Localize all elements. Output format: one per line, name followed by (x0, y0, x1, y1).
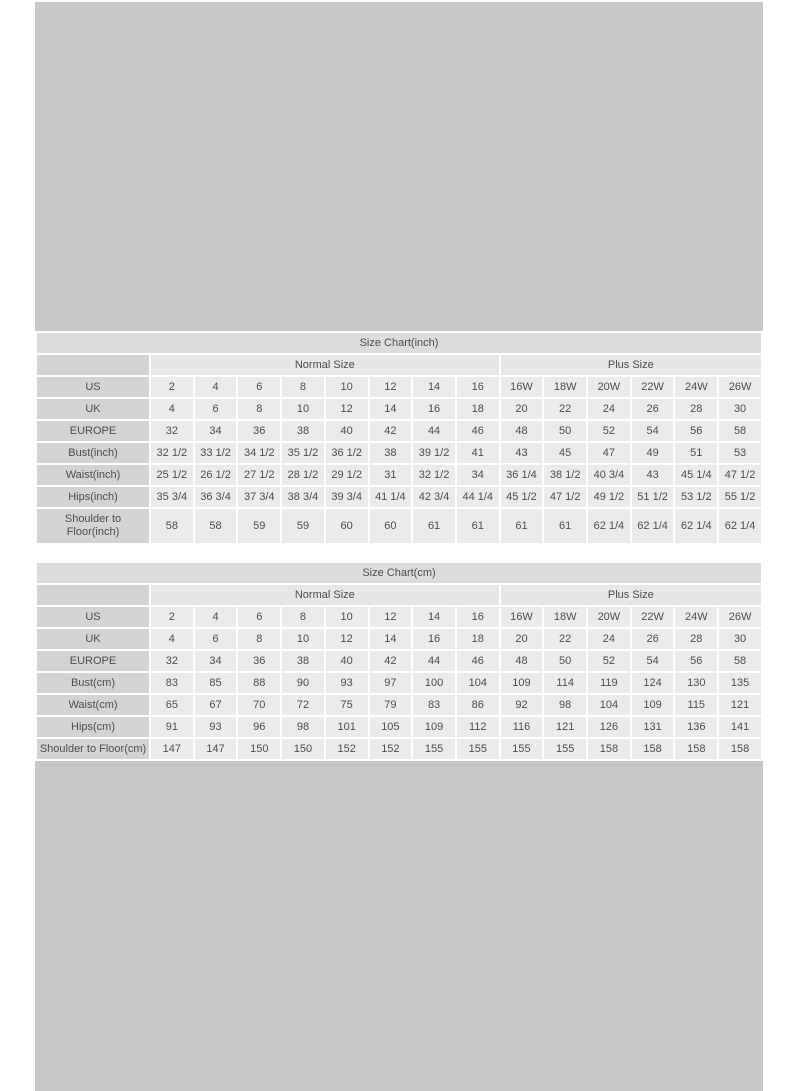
size-value-cell: 32 (151, 651, 193, 671)
size-value-cell: 61 (501, 509, 543, 543)
table-title-row (37, 333, 761, 353)
size-value-cell: 98 (544, 695, 586, 715)
size-value-cell: 105 (370, 717, 412, 737)
size-value-cell: 4 (195, 607, 237, 627)
size-value-cell: 53 (719, 443, 761, 463)
size-chart-panel (35, 331, 763, 761)
size-value-cell: 36 (238, 651, 280, 671)
size-chart-cm-table (35, 561, 763, 761)
size-value-cell: 152 (326, 739, 368, 759)
size-value-cell: 12 (370, 607, 412, 627)
row-label: UK (37, 629, 149, 649)
size-value-cell: 56 (675, 651, 717, 671)
size-value-cell: 136 (675, 717, 717, 737)
size-value-cell: 96 (238, 717, 280, 737)
size-value-cell: 6 (195, 399, 237, 419)
table-row (37, 377, 761, 397)
size-value-cell: 100 (413, 673, 455, 693)
size-value-cell: 10 (326, 607, 368, 627)
size-value-cell: 51 1/2 (632, 487, 674, 507)
row-label: Shoulder to Floor(cm) (37, 739, 149, 759)
size-value-cell: 12 (326, 629, 368, 649)
size-value-cell: 8 (282, 377, 324, 397)
size-value-cell: 59 (238, 509, 280, 543)
size-chart-inch-table (35, 331, 763, 545)
size-value-cell: 28 (675, 399, 717, 419)
size-value-cell: 35 1/2 (282, 443, 324, 463)
size-value-cell: 158 (675, 739, 717, 759)
row-label: Waist(cm) (37, 695, 149, 715)
size-value-cell: 121 (544, 717, 586, 737)
size-value-cell: 61 (413, 509, 455, 543)
size-value-cell: 22 (544, 399, 586, 419)
row-label: Shoulder to Floor(inch) (37, 509, 149, 543)
size-value-cell: 26 (632, 629, 674, 649)
size-value-cell: 18W (544, 377, 586, 397)
row-label: Waist(inch) (37, 465, 149, 485)
table-title: Size Chart(inch) (37, 333, 761, 353)
row-label: Bust(inch) (37, 443, 149, 463)
size-value-cell: 62 1/4 (588, 509, 630, 543)
column-group-header: Normal Size (151, 585, 499, 605)
size-value-cell: 112 (457, 717, 499, 737)
size-value-cell: 18 (457, 399, 499, 419)
size-value-cell: 12 (326, 399, 368, 419)
size-value-cell: 58 (719, 651, 761, 671)
size-value-cell: 35 3/4 (151, 487, 193, 507)
size-value-cell: 36 (238, 421, 280, 441)
size-value-cell: 52 (588, 651, 630, 671)
size-value-cell: 26 1/2 (195, 465, 237, 485)
size-value-cell: 150 (282, 739, 324, 759)
size-value-cell: 36 1/2 (326, 443, 368, 463)
size-value-cell: 49 1/2 (588, 487, 630, 507)
size-value-cell: 126 (588, 717, 630, 737)
size-value-cell: 4 (151, 629, 193, 649)
size-value-cell: 47 1/2 (544, 487, 586, 507)
size-value-cell: 62 1/4 (675, 509, 717, 543)
size-value-cell: 121 (719, 695, 761, 715)
size-value-cell: 47 1/2 (719, 465, 761, 485)
size-value-cell: 16W (501, 607, 543, 627)
size-value-cell: 114 (544, 673, 586, 693)
table-row (37, 465, 761, 485)
size-value-cell: 26W (719, 377, 761, 397)
size-value-cell: 25 1/2 (151, 465, 193, 485)
size-value-cell: 40 3/4 (588, 465, 630, 485)
size-value-cell: 101 (326, 717, 368, 737)
row-label: Hips(inch) (37, 487, 149, 507)
size-value-cell: 16W (501, 377, 543, 397)
size-value-cell: 155 (457, 739, 499, 759)
size-value-cell: 45 1/2 (501, 487, 543, 507)
size-value-cell: 55 1/2 (719, 487, 761, 507)
size-value-cell: 54 (632, 651, 674, 671)
size-value-cell: 109 (632, 695, 674, 715)
size-value-cell: 36 3/4 (195, 487, 237, 507)
size-value-cell: 98 (282, 717, 324, 737)
size-value-cell: 24W (675, 607, 717, 627)
size-value-cell: 60 (370, 509, 412, 543)
size-value-cell: 83 (151, 673, 193, 693)
table-row (37, 421, 761, 441)
size-value-cell: 93 (195, 717, 237, 737)
size-value-cell: 152 (370, 739, 412, 759)
size-value-cell: 75 (326, 695, 368, 715)
size-value-cell: 62 1/4 (719, 509, 761, 543)
size-value-cell: 115 (675, 695, 717, 715)
table-row (37, 629, 761, 649)
size-value-cell: 79 (370, 695, 412, 715)
size-value-cell: 41 1/4 (370, 487, 412, 507)
table-row (37, 673, 761, 693)
table-gap (35, 545, 763, 561)
size-value-cell: 38 3/4 (282, 487, 324, 507)
size-value-cell: 36 1/4 (501, 465, 543, 485)
row-label: EUROPE (37, 651, 149, 671)
size-value-cell: 104 (588, 695, 630, 715)
row-label: Hips(cm) (37, 717, 149, 737)
size-value-cell: 14 (413, 377, 455, 397)
size-value-cell: 34 (195, 651, 237, 671)
size-value-cell: 131 (632, 717, 674, 737)
size-value-cell: 26W (719, 607, 761, 627)
table-row (37, 695, 761, 715)
table-row (37, 607, 761, 627)
size-value-cell: 37 3/4 (238, 487, 280, 507)
table-row (37, 717, 761, 737)
size-value-cell: 22W (632, 377, 674, 397)
size-value-cell: 6 (238, 377, 280, 397)
size-value-cell: 14 (370, 399, 412, 419)
size-value-cell: 32 1/2 (413, 465, 455, 485)
column-group-header: Plus Size (501, 355, 761, 375)
size-value-cell: 47 (588, 443, 630, 463)
corner-cell (37, 585, 149, 605)
size-value-cell: 83 (413, 695, 455, 715)
size-value-cell: 44 (413, 651, 455, 671)
size-value-cell: 24W (675, 377, 717, 397)
size-value-cell: 16 (413, 399, 455, 419)
size-value-cell: 86 (457, 695, 499, 715)
size-value-cell: 2 (151, 607, 193, 627)
size-value-cell: 22 (544, 629, 586, 649)
size-value-cell: 24 (588, 629, 630, 649)
size-value-cell: 49 (632, 443, 674, 463)
size-value-cell: 147 (151, 739, 193, 759)
size-value-cell: 155 (413, 739, 455, 759)
size-value-cell: 50 (544, 421, 586, 441)
row-label: UK (37, 399, 149, 419)
size-value-cell: 22W (632, 607, 674, 627)
size-value-cell: 42 (370, 651, 412, 671)
size-value-cell: 116 (501, 717, 543, 737)
size-value-cell: 14 (413, 607, 455, 627)
size-value-cell: 8 (238, 399, 280, 419)
size-value-cell: 104 (457, 673, 499, 693)
size-value-cell: 43 (501, 443, 543, 463)
size-value-cell: 150 (238, 739, 280, 759)
size-value-cell: 119 (588, 673, 630, 693)
size-value-cell: 43 (632, 465, 674, 485)
size-value-cell: 61 (544, 509, 586, 543)
size-value-cell: 58 (151, 509, 193, 543)
size-value-cell: 38 (282, 421, 324, 441)
size-value-cell: 40 (326, 421, 368, 441)
size-value-cell: 85 (195, 673, 237, 693)
size-value-cell: 38 1/2 (544, 465, 586, 485)
size-value-cell: 48 (501, 651, 543, 671)
table-row (37, 399, 761, 419)
size-value-cell: 67 (195, 695, 237, 715)
size-value-cell: 54 (632, 421, 674, 441)
size-value-cell: 141 (719, 717, 761, 737)
size-value-cell: 12 (370, 377, 412, 397)
size-value-cell: 34 (457, 465, 499, 485)
size-value-cell: 42 3/4 (413, 487, 455, 507)
row-label: US (37, 377, 149, 397)
size-value-cell: 62 1/4 (632, 509, 674, 543)
table-title-row (37, 563, 761, 583)
size-value-cell: 26 (632, 399, 674, 419)
size-value-cell: 10 (282, 629, 324, 649)
size-value-cell: 18 (457, 629, 499, 649)
size-value-cell: 14 (370, 629, 412, 649)
size-value-cell: 40 (326, 651, 368, 671)
row-label: EUROPE (37, 421, 149, 441)
size-value-cell: 51 (675, 443, 717, 463)
size-value-cell: 147 (195, 739, 237, 759)
size-value-cell: 158 (588, 739, 630, 759)
corner-cell (37, 355, 149, 375)
row-label: US (37, 607, 149, 627)
size-value-cell: 10 (326, 377, 368, 397)
table-row (37, 651, 761, 671)
size-value-cell: 16 (457, 377, 499, 397)
size-value-cell: 30 (719, 399, 761, 419)
size-value-cell: 92 (501, 695, 543, 715)
size-value-cell: 52 (588, 421, 630, 441)
size-value-cell: 44 (413, 421, 455, 441)
size-value-cell: 70 (238, 695, 280, 715)
size-value-cell: 97 (370, 673, 412, 693)
size-value-cell: 50 (544, 651, 586, 671)
size-value-cell: 10 (282, 399, 324, 419)
size-value-cell: 38 (282, 651, 324, 671)
size-value-cell: 61 (457, 509, 499, 543)
size-value-cell: 4 (151, 399, 193, 419)
size-value-cell: 32 (151, 421, 193, 441)
size-value-cell: 155 (544, 739, 586, 759)
size-value-cell: 8 (282, 607, 324, 627)
size-value-cell: 31 (370, 465, 412, 485)
size-value-cell: 158 (632, 739, 674, 759)
size-value-cell: 20W (588, 607, 630, 627)
size-value-cell: 32 1/2 (151, 443, 193, 463)
size-value-cell: 46 (457, 421, 499, 441)
size-value-cell: 155 (501, 739, 543, 759)
size-value-cell: 109 (501, 673, 543, 693)
size-value-cell: 60 (326, 509, 368, 543)
size-value-cell: 18W (544, 607, 586, 627)
size-value-cell: 45 1/4 (675, 465, 717, 485)
row-label: Bust(cm) (37, 673, 149, 693)
size-value-cell: 27 1/2 (238, 465, 280, 485)
size-value-cell: 48 (501, 421, 543, 441)
size-value-cell: 56 (675, 421, 717, 441)
size-value-cell: 28 1/2 (282, 465, 324, 485)
size-value-cell: 33 1/2 (195, 443, 237, 463)
table-row (37, 509, 761, 543)
size-value-cell: 16 (457, 607, 499, 627)
size-value-cell: 72 (282, 695, 324, 715)
size-value-cell: 58 (195, 509, 237, 543)
size-value-cell: 2 (151, 377, 193, 397)
size-value-cell: 30 (719, 629, 761, 649)
size-value-cell: 158 (719, 739, 761, 759)
column-group-header: Normal Size (151, 355, 499, 375)
size-value-cell: 44 1/4 (457, 487, 499, 507)
size-value-cell: 20W (588, 377, 630, 397)
table-row (37, 443, 761, 463)
size-value-cell: 20 (501, 629, 543, 649)
size-value-cell: 88 (238, 673, 280, 693)
size-value-cell: 90 (282, 673, 324, 693)
size-value-cell: 124 (632, 673, 674, 693)
size-value-cell: 58 (719, 421, 761, 441)
size-value-cell: 65 (151, 695, 193, 715)
size-value-cell: 39 1/2 (413, 443, 455, 463)
size-value-cell: 45 (544, 443, 586, 463)
size-value-cell: 6 (195, 629, 237, 649)
size-value-cell: 20 (501, 399, 543, 419)
size-value-cell: 39 3/4 (326, 487, 368, 507)
size-value-cell: 41 (457, 443, 499, 463)
size-value-cell: 29 1/2 (326, 465, 368, 485)
size-value-cell: 6 (238, 607, 280, 627)
size-value-cell: 4 (195, 377, 237, 397)
table-row (37, 739, 761, 759)
size-value-cell: 34 1/2 (238, 443, 280, 463)
table-row (37, 487, 761, 507)
column-group-row (37, 355, 761, 375)
size-value-cell: 34 (195, 421, 237, 441)
size-value-cell: 135 (719, 673, 761, 693)
size-value-cell: 91 (151, 717, 193, 737)
size-value-cell: 130 (675, 673, 717, 693)
size-value-cell: 38 (370, 443, 412, 463)
size-value-cell: 16 (413, 629, 455, 649)
size-value-cell: 8 (238, 629, 280, 649)
column-group-header: Plus Size (501, 585, 761, 605)
size-value-cell: 53 1/2 (675, 487, 717, 507)
size-value-cell: 59 (282, 509, 324, 543)
size-value-cell: 109 (413, 717, 455, 737)
size-value-cell: 28 (675, 629, 717, 649)
size-value-cell: 46 (457, 651, 499, 671)
size-value-cell: 93 (326, 673, 368, 693)
table-title: Size Chart(cm) (37, 563, 761, 583)
size-value-cell: 42 (370, 421, 412, 441)
column-group-row (37, 585, 761, 605)
size-value-cell: 24 (588, 399, 630, 419)
